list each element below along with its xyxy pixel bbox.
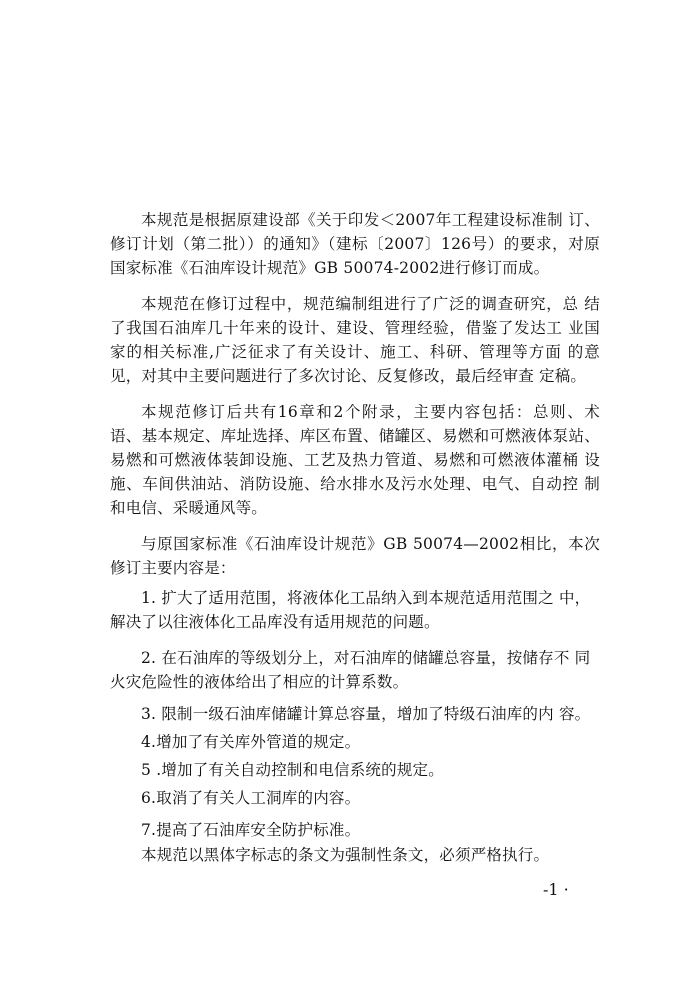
- list-item: 4.增加了有关库外管道的规定。: [141, 733, 361, 751]
- paragraph-revision-process: 本规范在修订过程中，规范编制组进行了广泛的调查研究，总 结了我国石油库几十年来的设计、建设、管理经验，借鉴了发达工 业国家的相关标准,广泛征求了有关设计、施工、科研、管理等方面 的意见，对其中主要问题进行了多次讨论、反复修改，最后经审查 定稿。: [110, 295, 600, 385]
- list-item: 3. 限制一级石油库储罐计算总容量，增加了特级石油库的内 容。: [141, 705, 591, 723]
- list-item: 6.取消了有关人工洞库的内容。: [141, 789, 361, 807]
- list-item: 1. 扩大了适用范围，将液体化工品纳入到本规范适用范围之 中，解决了以往液体化工品库没有适用规范的问题。: [110, 589, 591, 631]
- list-item: 5 .增加了有关自动控制和电信系统的规定。: [141, 761, 444, 779]
- closing-statement: 本规范以黑体字标志的条文为强制性条文，必须严格执行。: [141, 846, 550, 864]
- paragraph-revision-basis: 本规范是根据原建设部《关于印发＜2007年工程建设标准制 订、修订计划（第二批））的通知》（建标〔2007〕126号）的要求，对原 国家标准《石油库设计规范》GB 50074-2002进行修订而成。: [110, 211, 600, 277]
- paragraph-contents-summary: 本规范修订后共有16章和2个附录，主要内容包括：总则、术 语、基本规定、库址选择、库区布置、储罐区、易燃和可燃液体泵站、 易燃和可燃液体装卸设施、工艺及热力管道、易燃和可燃液体灌桶 设施、车间供油站、消防设施、给水排水及污水处理、电气、自动控 制和电信、采暖通风等。: [110, 403, 600, 517]
- list-item: 7.提高了石油库安全防护标准。: [141, 821, 361, 839]
- body-text: [110, 208, 600, 592]
- page-number: -1 ·: [543, 880, 569, 899]
- list-item: 2. 在石油库的等级划分上，对石油库的储罐总容量，按储存不 同火灾危险性的液体给出了相应的计算系数。: [110, 649, 591, 691]
- paragraph-comparison-intro: 与原国家标准《石油库设计规范》GB 50074—2002相比，本次 修订主要内容是：: [110, 535, 600, 577]
